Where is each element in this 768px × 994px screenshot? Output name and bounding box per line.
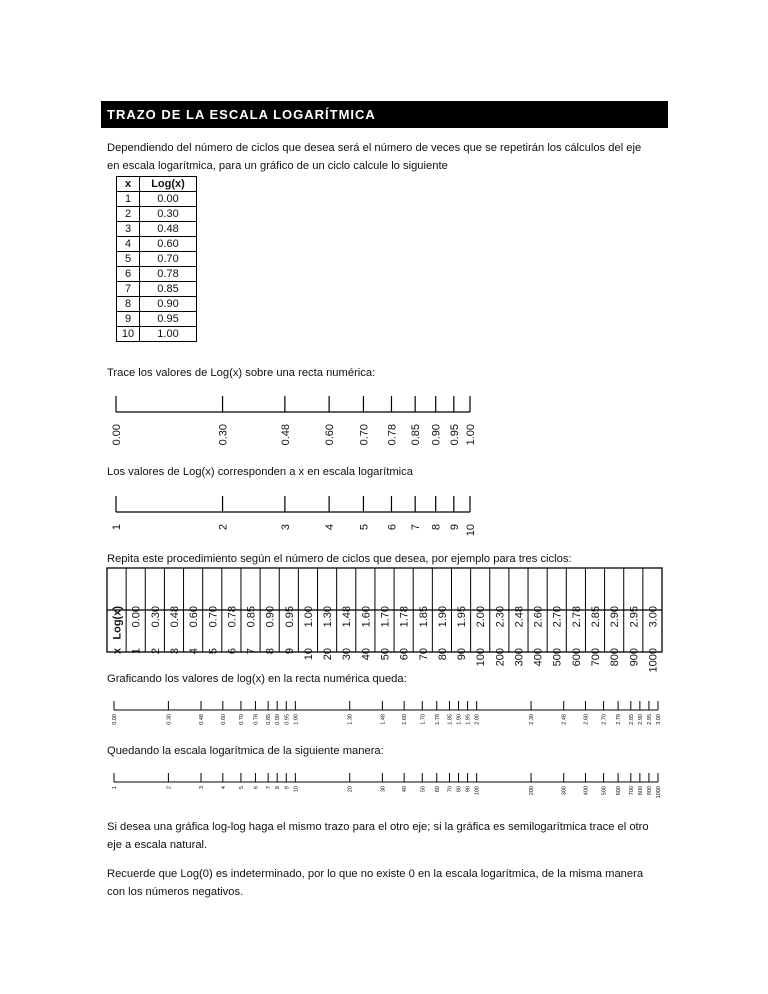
table3-cell-logx: 2.60 <box>532 606 545 628</box>
x-line-label: 9 <box>448 524 461 531</box>
log3-line-label: 0.00 <box>112 714 118 725</box>
table3-cell-logx: 0.30 <box>149 606 162 628</box>
log3-line-label: 1.00 <box>293 714 300 725</box>
table-cell-logx: 0.48 <box>140 222 197 237</box>
table3-cell-logx: 2.85 <box>590 606 603 628</box>
log3-line-label: 2.00 <box>474 714 481 725</box>
table3-cell-logx: 2.48 <box>513 606 526 628</box>
table-cell-logx: 0.70 <box>140 252 197 267</box>
table-cell-x: 4 <box>117 237 140 252</box>
table3-cell-logx: 1.60 <box>360 606 373 628</box>
page-header <box>101 101 668 128</box>
table3-cell-x: 60 <box>398 648 411 661</box>
x-line-label: 8 <box>430 524 443 531</box>
table3-cell-logx: 0.70 <box>207 606 220 628</box>
log3-line-label: 1.78 <box>434 714 441 725</box>
table3-cell-x: 6 <box>226 648 239 655</box>
table3-cell-logx: 0.78 <box>226 606 239 628</box>
x3-line-label: 500 <box>601 786 608 796</box>
x3-line-label: 400 <box>583 786 590 796</box>
table3-cell-x: 8 <box>264 648 277 655</box>
table-row <box>117 267 197 282</box>
x3-line-label: 8 <box>275 786 282 790</box>
table3-cell-x: 100 <box>475 648 488 667</box>
log-line-label: 1.00 <box>465 424 477 446</box>
table3-cell-logx: 1.85 <box>417 606 430 628</box>
x-line-label: 1 <box>111 524 123 531</box>
log3-line-label: 2.70 <box>601 714 608 725</box>
log-table-header-logx: Log(x) <box>140 177 197 192</box>
table3-cell-x: 200 <box>494 648 507 667</box>
log3-line-label: 1.70 <box>420 714 427 725</box>
x-line-label: 2 <box>217 524 230 531</box>
log-line-label: 0.70 <box>358 424 371 446</box>
x-line-label: 4 <box>324 524 337 531</box>
x3-line-label: 6 <box>253 786 260 790</box>
number-line-three-cycles-x <box>0 770 768 805</box>
x-line-label: 7 <box>410 524 423 531</box>
x3-line-label: 3 <box>199 786 206 790</box>
table3-cell-x: 3 <box>168 648 181 655</box>
table3-cell-x: 7 <box>245 648 258 655</box>
table-row <box>117 207 197 222</box>
table-cell-logx: 0.00 <box>140 192 197 207</box>
table3-cell-logx: 1.78 <box>398 606 411 628</box>
table3-header-x: x <box>111 648 124 655</box>
log3-line-label: 0.90 <box>275 714 282 725</box>
table3-cell-logx: 0.00 <box>130 606 143 628</box>
table3-cell-logx: 1.30 <box>322 606 335 628</box>
x3-line-label: 20 <box>347 786 354 793</box>
table-cell-x: 6 <box>117 267 140 282</box>
section-5-text: Quedando la escala logarítmica de la siguiente manera: <box>107 745 384 757</box>
table-cell-x: 8 <box>117 297 140 312</box>
log3-line-label: 2.30 <box>529 714 536 725</box>
table3-cell-x: 30 <box>341 648 354 661</box>
log3-line-label: 2.90 <box>637 714 644 725</box>
table3-cell-logx: 1.90 <box>436 606 449 628</box>
x-line-label: 3 <box>279 524 292 531</box>
note-2-line-1: Recuerde que Log(0) es indeterminado, por lo que no existe 0 en la escala logarítmica, de la misma manera <box>107 868 644 880</box>
note-2-line-2: con los números negativos. <box>107 886 244 898</box>
x3-line-label: 10 <box>293 786 300 793</box>
table3-cell-x: 300 <box>513 648 526 667</box>
table3-cell-logx: 0.60 <box>188 606 201 628</box>
log3-line-label: 3.00 <box>656 714 662 725</box>
table3-cell-logx: 0.85 <box>245 606 258 628</box>
table3-cell-x: 50 <box>379 648 392 661</box>
log-line-label: 0.78 <box>386 424 399 446</box>
table-row <box>117 237 197 252</box>
table3-cell-x: 4 <box>188 648 201 655</box>
table3-cell-logx: 1.48 <box>341 606 354 628</box>
table-row <box>117 252 197 267</box>
log-table <box>116 176 197 342</box>
x3-line-label: 50 <box>420 786 427 793</box>
table3-cell-x: 5 <box>207 648 220 655</box>
x3-line-label: 80 <box>456 786 463 793</box>
table3-cell-x: 40 <box>360 648 373 661</box>
x3-line-label: 300 <box>561 786 568 796</box>
intro-line-1: Dependiendo del número de ciclos que desea será el número de veces que se repetirán los cálculos del eje <box>107 142 642 154</box>
log3-line-label: 2.60 <box>583 714 590 725</box>
log3-line-label: 0.78 <box>253 714 260 725</box>
table-cell-logx: 1.00 <box>140 327 197 342</box>
x3-line-label: 700 <box>628 786 635 796</box>
log3-line-label: 2.48 <box>561 714 568 725</box>
table3-cell-x: 900 <box>628 648 641 667</box>
x-line-label: 5 <box>358 524 371 531</box>
table3-cell-x: 700 <box>590 648 603 667</box>
table3-cell-x: 80 <box>436 648 449 661</box>
table3-cell-x: 800 <box>609 648 622 667</box>
x3-line-label: 7 <box>266 786 273 790</box>
x3-line-label: 1 <box>112 786 118 790</box>
log-line-label: 0.30 <box>217 424 230 446</box>
x3-line-label: 100 <box>474 786 481 796</box>
three-cycle-table <box>0 566 768 673</box>
table-row <box>117 192 197 207</box>
table-row <box>117 312 197 327</box>
table-cell-logx: 0.30 <box>140 207 197 222</box>
section-4-text: Graficando los valores de log(x) en la recta numérica queda: <box>107 673 407 685</box>
section-1-text: Trace los valores de Log(x) sobre una recta numérica: <box>107 367 376 379</box>
x3-line-label: 30 <box>380 786 387 793</box>
log3-line-label: 0.70 <box>238 714 245 725</box>
table-cell-logx: 0.78 <box>140 267 197 282</box>
table-cell-logx: 0.90 <box>140 297 197 312</box>
table-cell-logx: 0.95 <box>140 312 197 327</box>
number-line-three-cycles-log <box>0 698 768 733</box>
table-cell-x: 2 <box>117 207 140 222</box>
table3-cell-logx: 0.90 <box>264 606 277 628</box>
log-line-label: 0.95 <box>448 424 461 446</box>
table3-cell-logx: 1.00 <box>302 606 315 628</box>
x3-line-label: 2 <box>166 786 173 790</box>
table3-cell-x: 500 <box>551 648 564 667</box>
x3-line-label: 600 <box>616 786 623 796</box>
table-cell-logx: 0.85 <box>140 282 197 297</box>
log-line-label: 0.48 <box>279 424 292 446</box>
table3-cell-logx: 2.30 <box>494 606 507 628</box>
x-line-label: 10 <box>465 524 477 537</box>
x3-line-label: 60 <box>434 786 441 793</box>
x3-line-label: 900 <box>646 786 653 796</box>
x-line-label: 6 <box>386 524 399 531</box>
table3-cell-x: 70 <box>417 648 430 661</box>
table-cell-x: 1 <box>117 192 140 207</box>
log-line-label: 0.00 <box>111 424 123 446</box>
table-cell-x: 9 <box>117 312 140 327</box>
log3-line-label: 2.85 <box>628 714 635 725</box>
number-line-log-values <box>0 390 768 450</box>
table3-cell-x: 20 <box>322 648 335 661</box>
x3-line-label: 200 <box>529 786 536 796</box>
x3-line-label: 40 <box>402 786 409 793</box>
section-3-text: Repita este procedimiento según el número de ciclos que desea, por ejemplo para tres ciclos: <box>107 553 572 565</box>
table3-cell-logx: 2.70 <box>551 606 564 628</box>
table3-cell-x: 90 <box>456 648 469 661</box>
log-line-label: 0.60 <box>324 424 337 446</box>
table3-cell-x: 9 <box>283 648 296 655</box>
table3-cell-logx: 0.95 <box>283 606 296 628</box>
x3-line-label: 9 <box>284 786 291 790</box>
log3-line-label: 1.90 <box>456 714 463 725</box>
table3-header-logx: Log(x) <box>111 606 124 640</box>
log-line-label: 0.85 <box>410 424 423 446</box>
log3-line-label: 1.85 <box>447 714 454 725</box>
log-table-header-x: x <box>117 177 140 192</box>
log3-line-label: 0.95 <box>284 714 291 725</box>
table3-cell-x: 1000 <box>647 648 660 673</box>
log-line-label: 0.90 <box>430 424 443 446</box>
table3-cell-logx: 1.70 <box>379 606 392 628</box>
number-line-x-values <box>0 490 768 535</box>
log3-line-label: 1.30 <box>347 714 354 725</box>
x3-line-label: 4 <box>220 786 227 790</box>
log3-line-label: 0.85 <box>266 714 273 725</box>
log3-line-label: 1.60 <box>402 714 409 725</box>
x3-line-label: 70 <box>447 786 454 793</box>
log3-line-label: 2.78 <box>616 714 623 725</box>
table3-cell-logx: 2.78 <box>570 606 583 628</box>
log3-line-label: 0.48 <box>199 714 206 725</box>
x3-line-label: 5 <box>238 786 245 790</box>
note-1-line-1: Si desea una gráfica log-log haga el mismo trazo para el otro eje; si la gráfica es semilogarítmica trace el otro <box>107 821 649 833</box>
table-cell-logx: 0.60 <box>140 237 197 252</box>
log3-line-label: 2.95 <box>646 714 653 725</box>
note-1-line-2: eje a escala natural. <box>107 839 208 851</box>
table-row <box>117 297 197 312</box>
table3-cell-x: 600 <box>570 648 583 667</box>
table3-cell-x: 400 <box>532 648 545 667</box>
x3-line-label: 1000 <box>656 786 662 799</box>
table3-cell-x: 2 <box>149 648 162 655</box>
x3-line-label: 800 <box>637 786 644 796</box>
table-row <box>117 327 197 342</box>
table3-cell-logx: 2.00 <box>475 606 488 628</box>
table3-cell-logx: 2.95 <box>628 606 641 628</box>
table-cell-x: 10 <box>117 327 140 342</box>
table3-cell-logx: 1.95 <box>456 606 469 628</box>
intro-line-2: en escala logarítmica, para un gráfico de un ciclo calcule lo siguiente <box>107 160 448 172</box>
table-cell-x: 3 <box>117 222 140 237</box>
table3-cell-logx: 0.48 <box>168 606 181 628</box>
page-title: TRAZO DE LA ESCALA LOGARÍTMICA <box>107 107 376 122</box>
table-cell-x: 7 <box>117 282 140 297</box>
x3-line-label: 90 <box>465 786 472 793</box>
table3-cell-x: 10 <box>302 648 315 661</box>
log3-line-label: 0.60 <box>220 714 227 725</box>
log3-line-label: 1.48 <box>380 714 387 725</box>
table3-cell-x: 1 <box>130 648 143 655</box>
table3-cell-logx: 2.90 <box>609 606 622 628</box>
table-cell-x: 5 <box>117 252 140 267</box>
table-row <box>117 222 197 237</box>
section-2-text: Los valores de Log(x) corresponden a x en escala logarítmica <box>107 466 413 478</box>
log3-line-label: 1.95 <box>465 714 472 725</box>
log3-line-label: 0.30 <box>166 714 173 725</box>
table-row <box>117 282 197 297</box>
table3-cell-logx: 3.00 <box>647 606 660 628</box>
